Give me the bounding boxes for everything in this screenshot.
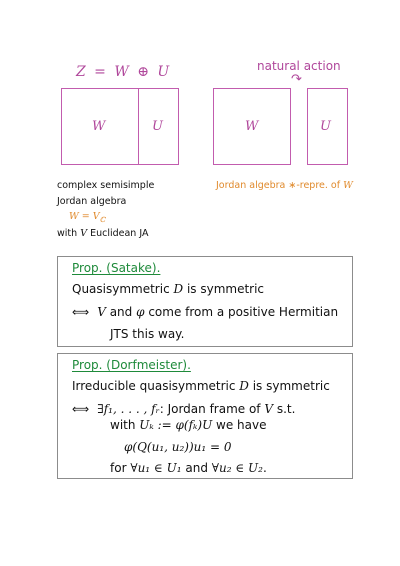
left-caption-line3-sub: ℂ [99,215,106,224]
prop-dorfmeister-line3-prefix: with [110,418,140,432]
prop-dorfmeister-line3 [110,418,266,432]
prop-satake-line1-prefix: Quasisymmetric [72,282,174,296]
prop-satake-line2-phi: φ [136,305,145,319]
left-caption-line4-var: V [80,228,88,239]
natural-action-label: natural action [257,59,341,73]
prop-dorfmeister-box [57,353,353,479]
prop-satake-line1 [72,282,264,296]
left-caption-line4-prefix: with [57,228,81,239]
prop-dorfmeister-iff: ⟺ [72,402,90,416]
prop-satake-line2 [72,305,338,319]
left-equation: Z = W ⊕ U [76,64,172,80]
prop-dorfmeister-line5-math2: ∀u₂ ∈ U₂ [211,461,263,475]
prop-dorfmeister-line3-math: Uₖ := φ(fₖ)U [139,418,213,432]
left-caption-line3-main: W = V [69,211,100,222]
left-caption-line3 [69,211,105,224]
left-caption-line2: Jordan algebra [57,196,127,207]
prop-dorfmeister-line2 [72,402,295,416]
prop-dorfmeister-title: Prop. (Dorfmeister). [72,358,191,372]
right-box-w-label: W [245,119,259,134]
prop-satake-line2-mid: and [105,305,137,319]
left-caption-line4-suffix: Euclidean JA [87,228,149,239]
left-caption-line4 [57,228,148,239]
prop-dorfmeister-line3-suffix: we have [212,418,267,432]
prop-dorfmeister-line2-math: ∃f₁, . . . , fᵣ [97,402,160,416]
curved-arrow-icon: ↷ [291,72,302,87]
left-box-u-label: U [152,119,163,134]
prop-satake-title: Prop. (Satake). [72,261,161,275]
prop-satake-line3: JTS this way. [110,327,185,341]
prop-dorfmeister-line1 [72,379,330,393]
right-box-u-label: U [320,119,331,134]
prop-dorfmeister-line2-text: : Jordan frame of [159,402,265,416]
prop-dorfmeister-line5-suffix: . [262,461,267,475]
prop-dorfmeister-line1-var: D [239,379,249,393]
right-caption-var: W [343,180,353,191]
prop-dorfmeister-line1-suffix: is symmetric [248,379,330,393]
prop-satake-line2-suffix: come from a positive Hermitian [144,305,339,319]
right-caption [216,180,353,191]
right-caption-text: Jordan algebra ∗-repre. of [216,180,344,191]
prop-dorfmeister-line5 [110,461,267,475]
prop-satake-line1-var: D [173,282,184,296]
left-caption-line1: complex semisimple [57,180,155,191]
prop-dorfmeister-line2-var: V [264,402,274,416]
prop-dorfmeister-line5-math1: ∀u₁ ∈ U₁ [130,461,182,475]
prop-satake-line2-v: V [97,305,106,319]
prop-satake-iff: ⟺ [72,305,90,319]
prop-satake-line1-suffix: is symmetric [183,282,265,296]
prop-dorfmeister-line5-prefix: for [110,461,131,475]
prop-dorfmeister-line1-prefix: Irreducible quasisymmetric [72,379,240,393]
prop-dorfmeister-line5-mid: and [181,461,212,475]
prop-satake-box [57,256,353,347]
prop-dorfmeister-line4: φ(Q(u₁, u₂))u₁ = 0 [124,440,232,454]
left-box-w-label: W [92,119,106,134]
prop-dorfmeister-line2-suffix: s.t. [273,402,296,416]
